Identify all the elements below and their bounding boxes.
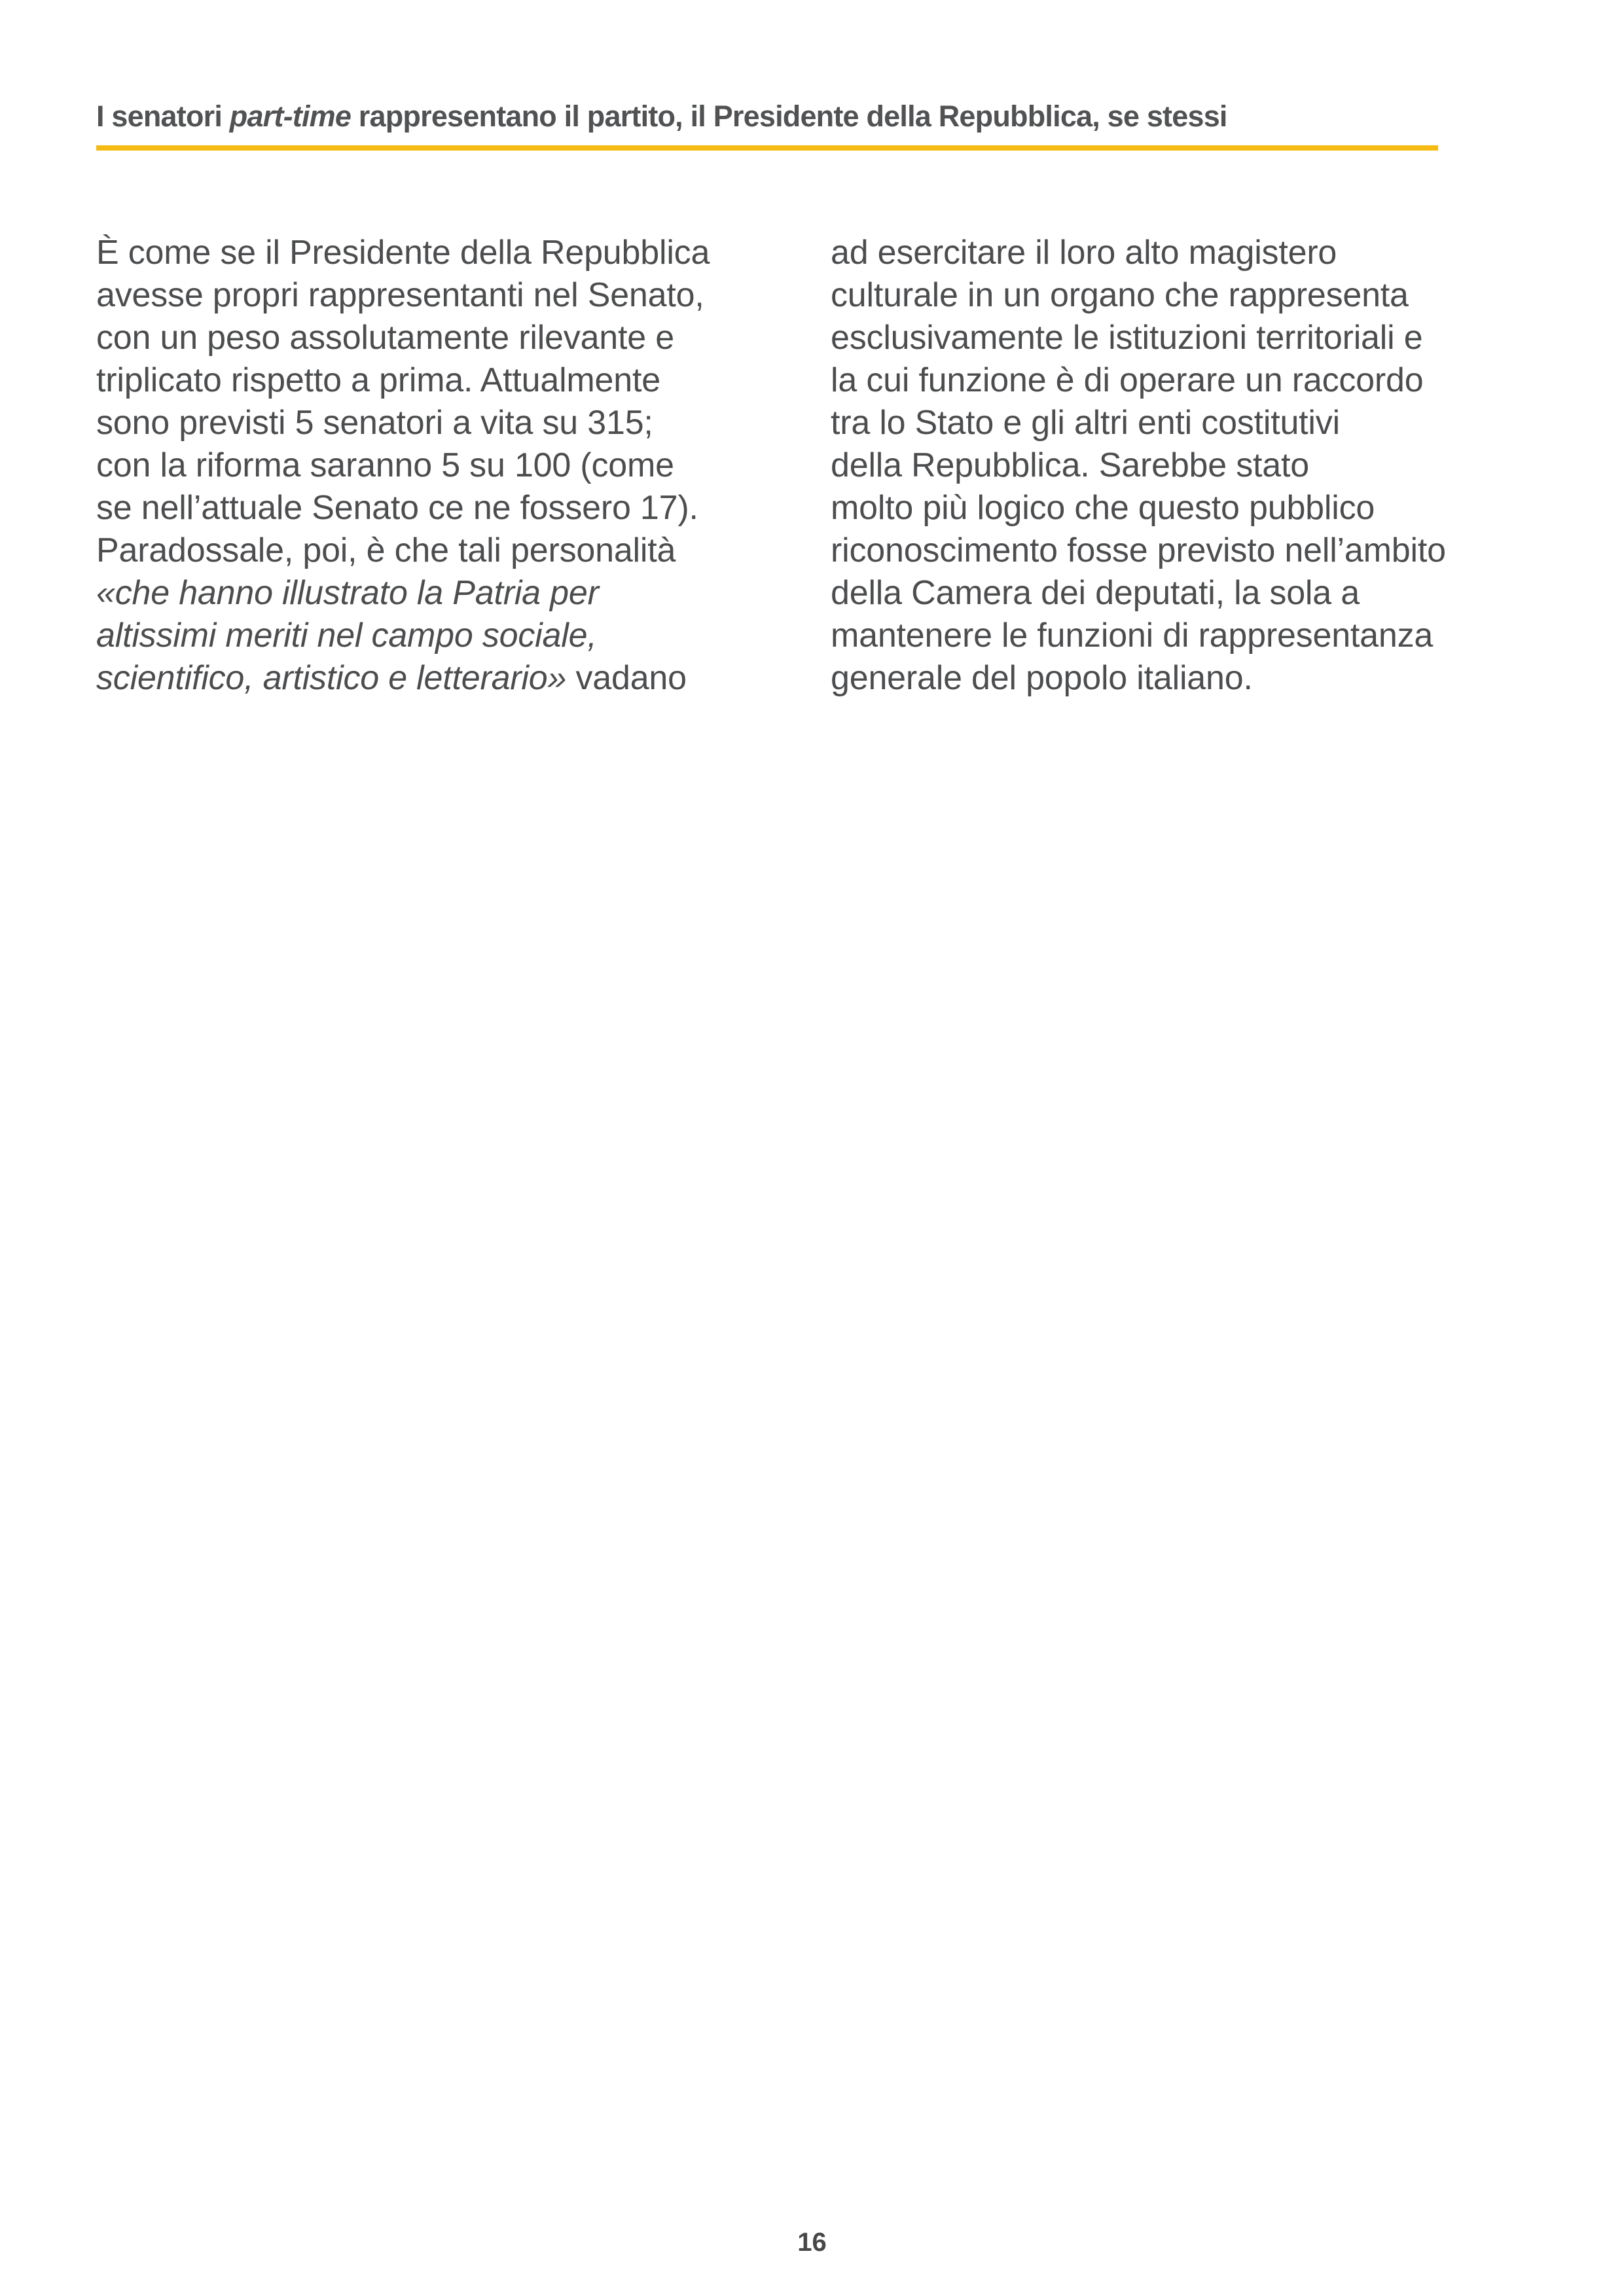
text-line: Paradossale, poi, è che tali personalità xyxy=(96,531,676,569)
text-line: generale del popolo italiano. xyxy=(831,659,1253,697)
text-line: triplicato rispetto a prima. Attualmente xyxy=(96,361,660,399)
text-line: tra lo Stato e gli altri enti costitutivi xyxy=(831,404,1340,442)
text-line: se nell’attuale Senato ce ne fossero 17). xyxy=(96,489,698,527)
text-line: «che hanno illustrato la Patria per xyxy=(96,574,599,612)
page-number: 16 xyxy=(797,2228,827,2257)
text-line: È come se il Presidente della Repubblica xyxy=(96,234,710,272)
text-line: culturale in un organo che rappresenta xyxy=(831,276,1409,314)
text-line: della Repubblica. Sarebbe stato xyxy=(831,446,1309,484)
text-column-left xyxy=(96,232,831,700)
text-line: avesse propri rappresentanti nel Senato, xyxy=(96,276,704,314)
header-accent-rule xyxy=(96,145,1438,151)
page-header-title xyxy=(96,98,1527,135)
body-text xyxy=(96,232,1576,700)
text-line: mantenere le funzioni di rappresentanza xyxy=(831,617,1434,655)
text-line: altissimi meriti nel campo sociale, xyxy=(96,617,597,655)
text-line: con un peso assolutamente rilevante e xyxy=(96,319,674,357)
header-text-emphasis: part-time xyxy=(229,99,352,133)
text-column-right xyxy=(831,232,1576,700)
text-line: della Camera dei deputati, la sola a xyxy=(831,574,1360,612)
text-line: sono previsti 5 senatori a vita su 315; xyxy=(96,404,653,442)
text-line: con la riforma saranno 5 su 100 (come xyxy=(96,446,674,484)
text-line: molto più logico che questo pubblico xyxy=(831,489,1375,527)
text-line: ad esercitare il loro alto magistero xyxy=(831,234,1337,272)
header-text-post: rappresentano il partito, il Presidente della Repubblica, se stessi xyxy=(351,99,1227,133)
text-line: riconoscimento fosse previsto nell’ambito xyxy=(831,531,1446,569)
header-text-pre: I senatori xyxy=(96,99,230,133)
text-line: scientifico, artistico e letterario» vadano xyxy=(96,659,687,697)
text-line: la cui funzione è di operare un raccordo xyxy=(831,361,1424,399)
text-line: esclusivamente le istituzioni territoriali e xyxy=(831,319,1423,357)
